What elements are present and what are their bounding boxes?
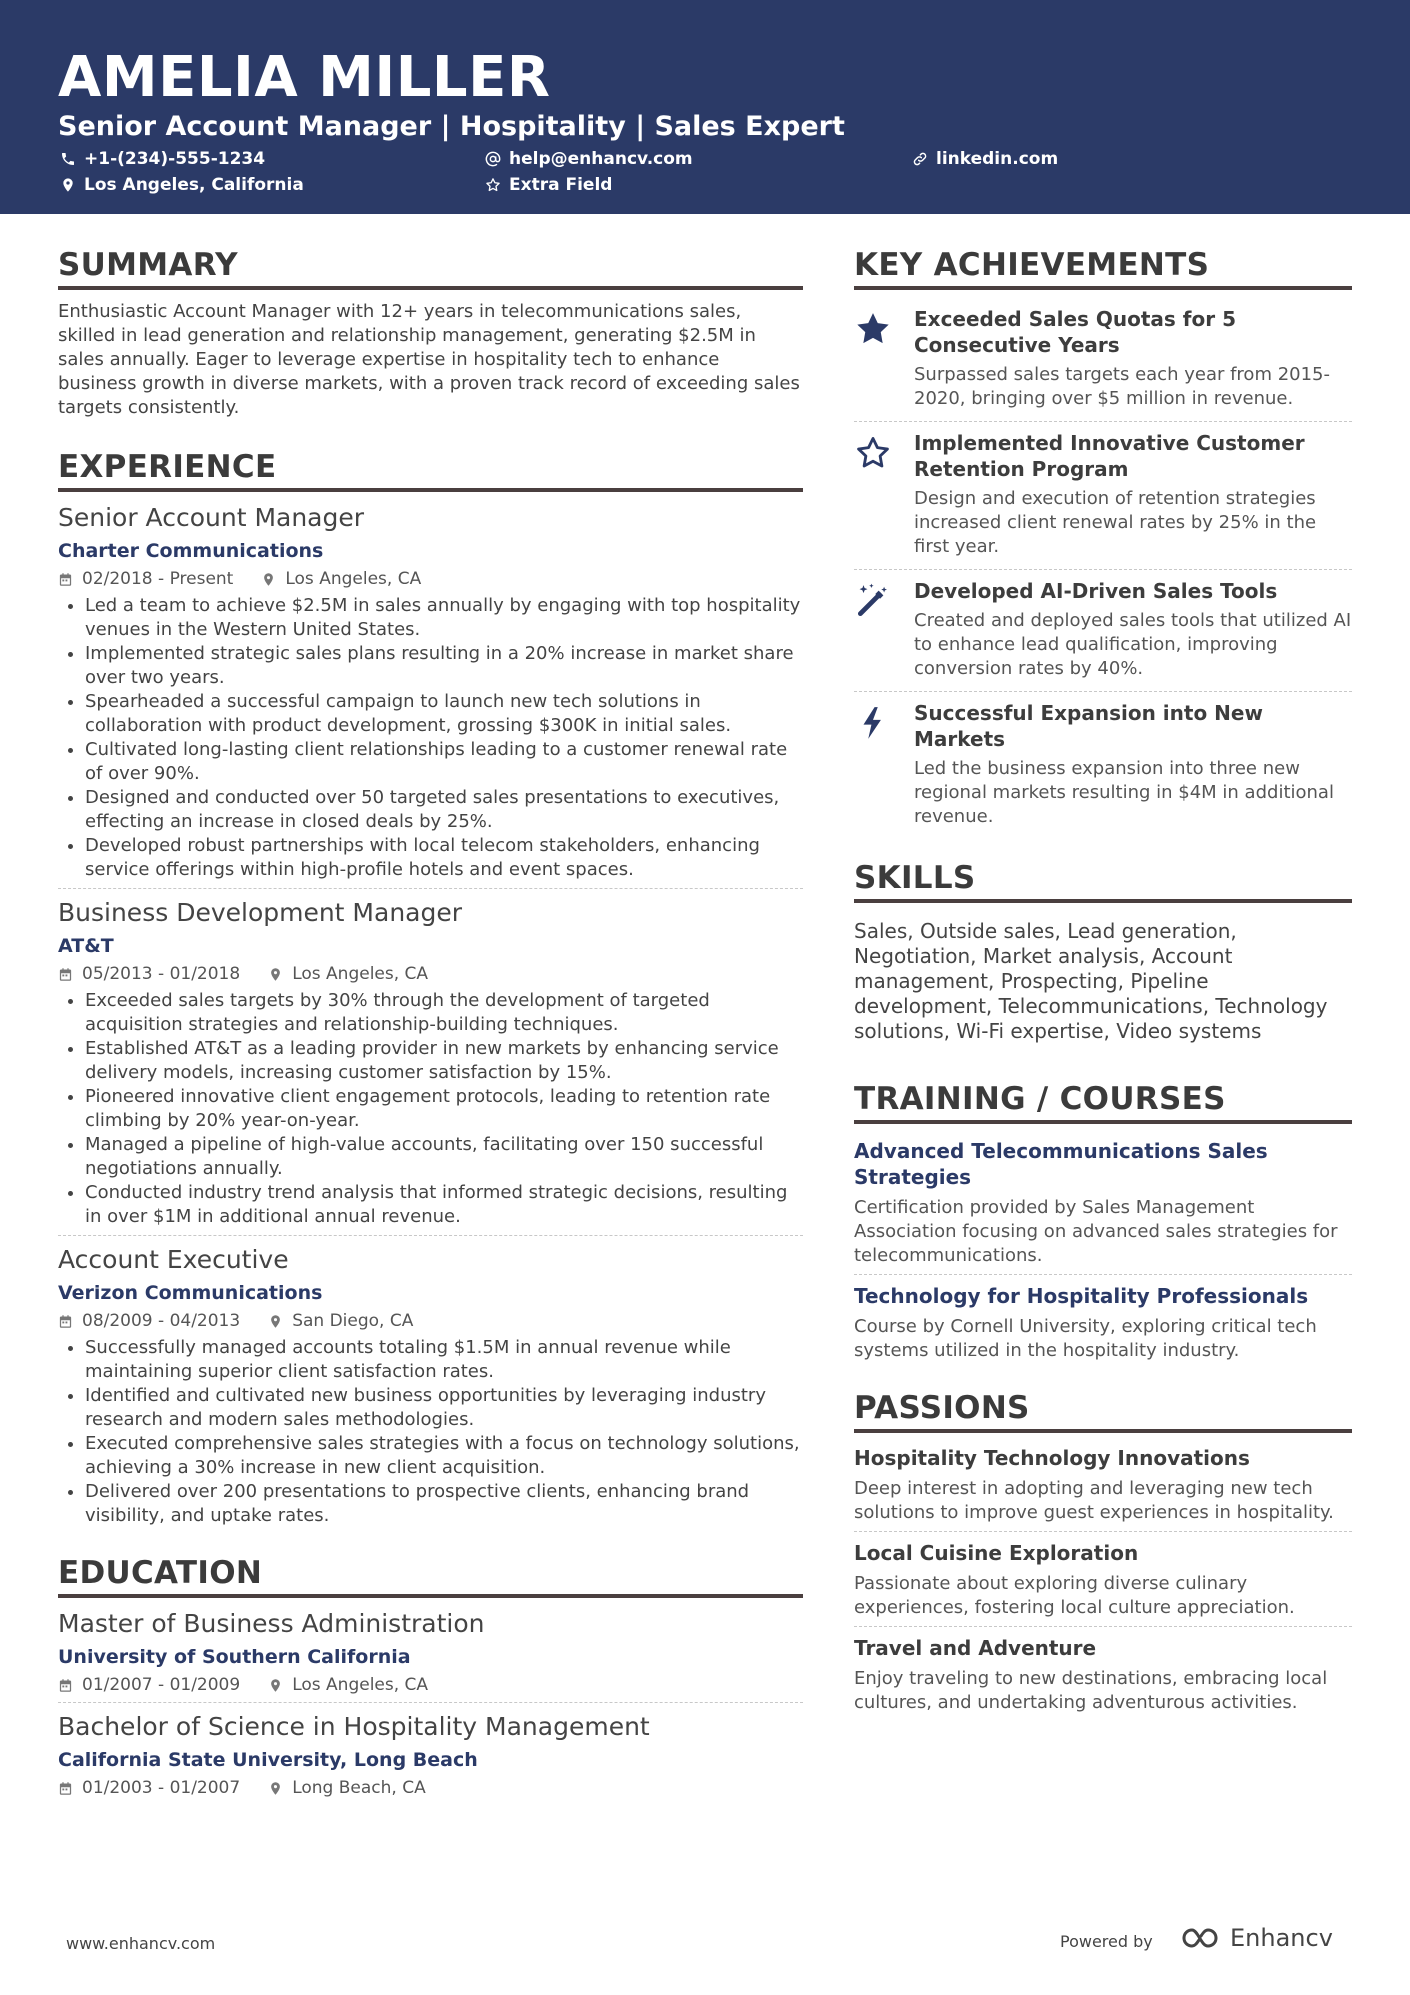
job-bullets	[58, 594, 803, 882]
job-dates: 05/2013 - 01/2018	[82, 964, 241, 984]
achievement-title: Exceeded Sales Quotas for 5 Consecutive Years	[914, 307, 1236, 357]
bullet-item: • Exceeded sales targets by 30% through the development of targeted acquisition strategies and relationship-building techniques.	[85, 989, 803, 1037]
degree-title: Master of Business Administration	[58, 1609, 485, 1638]
bullet-item: • Identified and cultivated new business opportunities by leveraging industry research and modern sales methodologies.	[85, 1384, 803, 1432]
education-section	[58, 1554, 803, 1799]
map-pin-icon	[60, 177, 76, 193]
education-meta	[58, 1674, 803, 1696]
experience-item	[58, 897, 803, 1229]
skills-text: Sales, Outside sales, Lead generation, Negotiation, Market analysis, Account management, Prospecting, Pipeline development, Telecommunications, Technology solutions, Wi-Fi expertise, Video systems	[854, 919, 1328, 1043]
achievement-item	[854, 424, 1352, 567]
left-column	[58, 246, 803, 1799]
summary-text: Enthusiastic Account Manager with 12+ years in telecommunications sales, skilled in lead generation and relationship management, generating $2.5M in sales annually. Eager to leverage expertise in hospitality tech to enhance business growth in diverse markets, with a proven track record of exceeding sales targets consistently.	[58, 301, 800, 418]
section-title: SUMMARY	[58, 246, 803, 290]
at-sign-icon	[485, 151, 501, 167]
bullet-item: • Implemented strategic sales plans resulting in a 20% increase in market share over two years.	[85, 642, 803, 690]
map-pin-icon	[268, 967, 283, 982]
section-title: TRAINING / COURSES	[854, 1080, 1352, 1124]
bullet-item: • Delivered over 200 presentations to prospective clients, enhancing brand visibility, and uptake rates.	[85, 1480, 803, 1528]
section-title: KEY ACHIEVEMENTS	[854, 246, 1352, 290]
experience-section	[58, 448, 803, 1528]
section-title: SKILLS	[854, 859, 1352, 903]
bullet-item: • Successfully managed accounts totaling $1.5M in annual revenue while maintaining superior client satisfaction rates.	[85, 1336, 803, 1384]
passion-item	[854, 1635, 1352, 1715]
achievements-section	[854, 246, 1352, 837]
calendar-icon	[58, 1781, 73, 1796]
job-meta	[58, 1310, 803, 1332]
passion-desc: Enjoy traveling to new destinations, embracing local cultures, and undertaking adventurous activities.	[854, 1668, 1328, 1713]
bullet-item: • Led a team to achieve $2.5M in sales annually by engaging with top hospitality venues in the Western United States.	[85, 594, 803, 642]
location-text: Los Angeles, California	[84, 175, 304, 195]
calendar-icon	[58, 1314, 73, 1329]
section-title: PASSIONS	[854, 1389, 1352, 1433]
education-location: Los Angeles, CA	[292, 1675, 429, 1695]
enhancv-logo-icon	[1180, 1926, 1226, 1950]
candidate-title: Senior Account Manager | Hospitality | Sales Expert	[58, 111, 845, 142]
school-name: University of Southern California	[58, 1646, 411, 1668]
divider	[854, 691, 1352, 692]
job-dates: 08/2009 - 04/2013	[82, 1311, 241, 1331]
star-outline-icon	[485, 177, 501, 193]
calendar-icon	[58, 1678, 73, 1693]
passion-desc: Deep interest in adopting and leveraging new tech solutions to improve guest experiences in hospitality.	[854, 1478, 1334, 1523]
achievement-title: Implemented Innovative Customer Retention Program	[914, 431, 1305, 481]
course-title: Technology for Hospitality Professionals	[854, 1284, 1309, 1308]
experience-item	[58, 502, 803, 882]
passion-item	[854, 1540, 1352, 1620]
lightning-bolt-icon	[854, 704, 892, 742]
linkedin-text: linkedin.com	[936, 149, 1059, 169]
divider	[58, 888, 803, 889]
course-desc: Course by Cornell University, exploring critical tech systems utilized in the hospitality industry.	[854, 1316, 1317, 1361]
courses-section	[854, 1080, 1352, 1363]
achievement-item	[854, 572, 1352, 689]
bullet-item: • Established AT&T as a leading provider in new markets by enhancing service delivery models, increasing customer satisfaction by 15%.	[85, 1037, 803, 1085]
bullet-item: • Conducted industry trend analysis that informed strategic decisions, resulting in over $1M in additional annual revenue.	[85, 1181, 803, 1229]
link-icon	[912, 151, 928, 167]
passion-desc: Passionate about exploring diverse culinary experiences, fostering local culture appreciation.	[854, 1573, 1295, 1618]
passion-item	[854, 1445, 1352, 1525]
summary-section	[58, 246, 803, 420]
bullet-item: • Pioneered innovative client engagement protocols, leading to retention rate climbing by 20% year-on-year.	[85, 1085, 803, 1133]
education-item	[58, 1608, 803, 1696]
company-name: Charter Communications	[58, 540, 324, 562]
phone-icon	[60, 151, 76, 167]
divider	[854, 421, 1352, 422]
enhancv-logo-text: Enhancv	[1230, 1924, 1333, 1952]
education-dates: 01/2007 - 01/2009	[82, 1675, 241, 1695]
school-name: California State University, Long Beach	[58, 1749, 478, 1771]
bullet-item: • Developed robust partnerships with local telecom stakeholders, enhancing service offerings within high-profile hotels and event spaces.	[85, 834, 803, 882]
job-meta	[58, 568, 803, 590]
contact-phone[interactable]	[60, 148, 265, 170]
bullet-item: • Spearheaded a successful campaign to launch new tech solutions in collaboration with product development, grossing $300K in initial sales.	[85, 690, 803, 738]
divider	[58, 1702, 803, 1703]
education-dates: 01/2003 - 01/2007	[82, 1778, 241, 1798]
company-name: Verizon Communications	[58, 1282, 323, 1304]
star-filled-icon	[854, 310, 892, 348]
map-pin-icon	[261, 572, 276, 587]
divider	[58, 1235, 803, 1236]
job-location: Los Angeles, CA	[292, 964, 429, 984]
footer-website-link[interactable]: www.enhancv.com	[66, 1934, 216, 1953]
achievement-desc: Led the business expansion into three new regional markets resulting in $4M in additional revenue.	[914, 758, 1334, 827]
education-item	[58, 1711, 803, 1799]
star-outline-icon	[854, 434, 892, 472]
passion-title: Hospitality Technology Innovations	[854, 1446, 1250, 1470]
achievement-title: Developed AI-Driven Sales Tools	[914, 579, 1278, 603]
course-title: Advanced Telecommunications Sales Strategies	[854, 1139, 1268, 1189]
right-column	[854, 246, 1352, 1715]
achievement-desc: Surpassed sales targets each year from 2015-2020, bringing over $5 million in revenue.	[914, 364, 1331, 409]
bullet-item: • Designed and conducted over 50 targeted sales presentations to executives, effecting an increase in closed deals by 25%.	[85, 786, 803, 834]
job-title: Senior Account Manager	[58, 503, 365, 532]
calendar-icon	[58, 572, 73, 587]
company-name: AT&T	[58, 935, 114, 957]
skills-section	[854, 859, 1352, 1044]
job-title: Account Executive	[58, 1245, 289, 1274]
passions-section	[854, 1389, 1352, 1715]
degree-title: Bachelor of Science in Hospitality Management	[58, 1712, 650, 1741]
contact-linkedin[interactable]	[912, 148, 1058, 170]
job-title: Business Development Manager	[58, 898, 463, 927]
section-title: EXPERIENCE	[58, 448, 803, 492]
divider	[854, 569, 1352, 570]
map-pin-icon	[268, 1678, 283, 1693]
calendar-icon	[58, 967, 73, 982]
candidate-name: AMELIA MILLER	[58, 45, 551, 110]
map-pin-icon	[268, 1781, 283, 1796]
map-pin-icon	[268, 1314, 283, 1329]
passion-title: Local Cuisine Exploration	[854, 1541, 1139, 1565]
resume-header	[0, 0, 1410, 214]
email-text: help@enhancv.com	[509, 149, 693, 169]
divider	[854, 1274, 1352, 1275]
passion-title: Travel and Adventure	[854, 1636, 1097, 1660]
bullet-item: • Executed comprehensive sales strategies with a focus on technology solutions, achieving a 30% increase in new client acquisition.	[85, 1432, 803, 1480]
job-location: Los Angeles, CA	[285, 569, 422, 589]
divider	[854, 1531, 1352, 1532]
education-meta	[58, 1777, 803, 1799]
extra-text: Extra Field	[509, 175, 613, 195]
job-bullets	[58, 1336, 803, 1528]
job-dates: 02/2018 - Present	[82, 569, 234, 589]
divider	[854, 1626, 1352, 1627]
footer-powered-by: Powered by	[1060, 1932, 1153, 1951]
achievement-item	[854, 694, 1352, 837]
job-bullets	[58, 989, 803, 1229]
achievement-desc: Created and deployed sales tools that utilized AI to enhance lead qualification, improving conversion rates by 40%.	[914, 610, 1352, 679]
achievement-item	[854, 300, 1352, 419]
job-location: San Diego, CA	[292, 1311, 414, 1331]
contact-email[interactable]	[485, 148, 693, 170]
contact-location	[60, 174, 304, 196]
bullet-item: • Cultivated long-lasting client relationships leading to a customer renewal rate of over 90%.	[85, 738, 803, 786]
job-meta	[58, 963, 803, 985]
enhancv-logo[interactable]	[1180, 1924, 1333, 1952]
magic-wand-icon	[854, 582, 892, 620]
experience-item	[58, 1244, 803, 1528]
achievement-title: Successful Expansion into New Markets	[914, 701, 1263, 751]
achievement-desc: Design and execution of retention strategies increased client renewal rates by 25% in the first year.	[914, 488, 1317, 557]
course-item	[854, 1138, 1352, 1268]
course-item	[854, 1283, 1352, 1363]
education-location: Long Beach, CA	[292, 1778, 426, 1798]
course-desc: Certification provided by Sales Management Association focusing on advanced sales strategies for telecommunications.	[854, 1197, 1338, 1266]
bullet-item: • Managed a pipeline of high-value accounts, facilitating over 150 successful negotiations annually.	[85, 1133, 803, 1181]
contact-extra	[485, 174, 612, 196]
section-title: EDUCATION	[58, 1554, 803, 1598]
phone-text: +1-(234)-555-1234	[84, 149, 266, 169]
